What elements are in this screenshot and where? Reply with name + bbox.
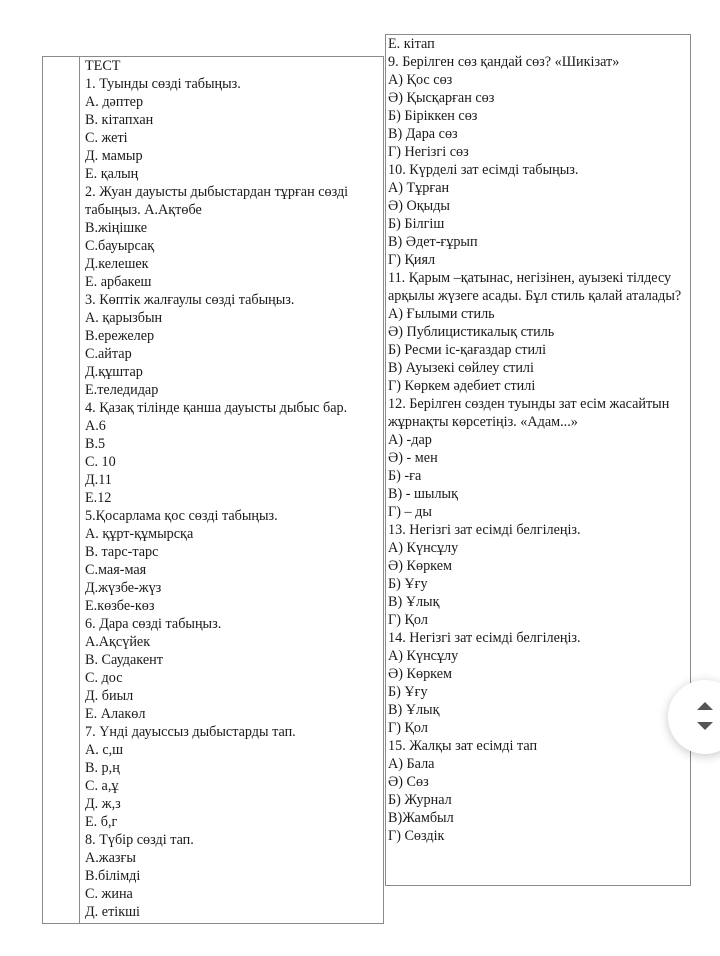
answer-option: Е. Алакөл [85,706,146,722]
left-question-column [85,57,381,921]
answer-option: С. дос [85,670,123,686]
answer-option: В. тарс-тарс [85,544,159,560]
answer-option: А) Бала [388,756,435,772]
answer-option: С.мая-мая [85,562,147,578]
right-test-box [385,34,691,886]
answer-option: В)Жамбыл [388,810,454,826]
answer-option: В. кітапхан [85,112,154,128]
answer-option: Г) Сөздік [388,828,445,844]
answer-option: А) Ғылыми стиль [388,306,495,322]
question-10: 10. Күрделі зат есімді табыңыз. [388,162,579,178]
answer-option: Ә) Оқыды [388,198,450,214]
answer-option: А. қарызбын [85,310,163,326]
question-5: 5.Қосарлама қос сөзді табыңыз. [85,508,278,524]
answer-option: А.Ақсүйек [85,634,151,650]
answer-option: Б) Ұғу [388,576,428,592]
answer-option: Ә) Көркем [388,558,452,574]
answer-option: Г) Негізгі сөз [388,144,469,160]
answer-option: Е. б,г [85,814,118,830]
answer-option: Е. қалың [85,166,139,182]
answer-option: С. а,ұ [85,778,119,794]
answer-option: Д. ж,з [85,796,121,812]
answer-option: Б) -ға [388,468,422,484]
question-2: 2. Жуан дауысты дыбыстардан тұрған сөзді табыңыз. А.Ақтөбе [85,184,349,218]
answer-option: В.ережелер [85,328,155,344]
answer-option: А.жазғы [85,850,136,866]
answer-option: В) Дара сөз [388,126,458,142]
question-9: 9. Берілген сөз қандай сөз? «Шикізат» [388,54,620,70]
number-column [43,57,80,923]
question-14: 14. Негізгі зат есімді белгілеңіз. [388,630,581,646]
answer-option: Е.12 [85,490,112,506]
answer-option: С.айтар [85,346,132,362]
answer-option: В) Ауызекі сөйлеу стилі [388,360,534,376]
answer-option: А) Күнсұлу [388,540,459,556]
question-7: 7. Үнді дауыссыз дыбыстарды тап. [85,724,296,740]
answer-option: С. жина [85,886,133,902]
answer-option: А) -дар [388,432,432,448]
answer-option: Б) Ресми іс-қағаздар стилі [388,342,547,358]
answer-option: В) Ұлық [388,702,440,718]
answer-option: С. 10 [85,454,116,470]
question-12: 12. Берілген сөзден туынды зат есім жасайтын жұрнақты көрсетіңіз. «Адам...» [388,396,670,430]
answer-option: А) Күнсұлу [388,648,459,664]
left-test-table [42,56,384,924]
answer-option: А) Тұрған [388,180,450,196]
answer-option: Д. етікші [85,904,140,920]
answer-option: В.білімді [85,868,141,884]
answer-option: Д. мамыр [85,148,143,164]
answer-option: Б) Журнал [388,792,452,808]
answer-option: В.5 [85,436,106,452]
answer-option: А) Қос сөз [388,72,453,88]
answer-option: В) Әдет-ғұрып [388,234,478,250]
answer-option: В.жіңішке [85,220,148,236]
answer-option: Г) Қол [388,720,428,736]
answer-option: Г) Қиял [388,252,436,268]
question-6: 6. Дара сөзді табыңыз. [85,616,222,632]
question-3: 3. Көптік жалғаулы сөзді табыңыз. [85,292,295,308]
answer-option: А. құрт-құмырсқа [85,526,194,542]
answer-option: Е.теледидар [85,382,159,398]
answer-option: Б) Ұғу [388,684,428,700]
answer-option: Д. биыл [85,688,134,704]
answer-option: Д.11 [85,472,112,488]
question-11: 11. Қарым –қатынас, негізінен, ауызекі тілдесу арқылы жүзеге асады. Бұл стиль қалай аталады? [388,270,682,304]
question-15: 15. Жалқы зат есімді тап [388,738,538,754]
answer-option: Б) Біріккен сөз [388,108,478,124]
chevron-down-icon[interactable] [697,722,713,730]
answer-option: Г) – ды [388,504,432,520]
question-8: 8. Түбір сөзді тап. [85,832,194,848]
question-13: 13. Негізгі зат есімді белгілеңіз. [388,522,581,538]
answer-option: В. р,ң [85,760,120,776]
right-question-column [388,35,688,845]
answer-option: В. Саудакент [85,652,163,668]
answer-option: Е. арбакеш [85,274,152,290]
answer-option: Ә) - мен [388,450,438,466]
answer-option: Е. кітап [388,36,435,52]
answer-option: А. дәптер [85,94,144,110]
chevron-up-icon[interactable] [697,702,713,710]
question-1: 1. Туынды сөзді табыңыз. [85,76,241,92]
answer-option: А. с,ш [85,742,124,758]
answer-option: Б) Білгіш [388,216,445,232]
test-title: ТЕСТ [85,58,121,74]
answer-option: Ә) Публицистикалық стиль [388,324,555,340]
answer-option: А.6 [85,418,106,434]
answer-option: Ә) Қысқарған сөз [388,90,495,106]
answer-option: С. жеті [85,130,128,146]
answer-option: В) Ұлық [388,594,440,610]
answer-option: Ә) Көркем [388,666,452,682]
answer-option: В) - шылық [388,486,458,502]
answer-option: Д.келешек [85,256,149,272]
answer-option: Е.көзбе-көз [85,598,155,614]
answer-option: Ә) Сөз [388,774,429,790]
question-4: 4. Қазақ тілінде қанша дауысты дыбыс бар. [85,400,348,416]
answer-option: Д.құштар [85,364,143,380]
answer-option: Г) Көркем әдебиет стилі [388,378,536,394]
answer-option: Г) Қол [388,612,428,628]
answer-option: С.бауырсақ [85,238,155,254]
answer-option: Д.жүзбе-жүз [85,580,162,596]
